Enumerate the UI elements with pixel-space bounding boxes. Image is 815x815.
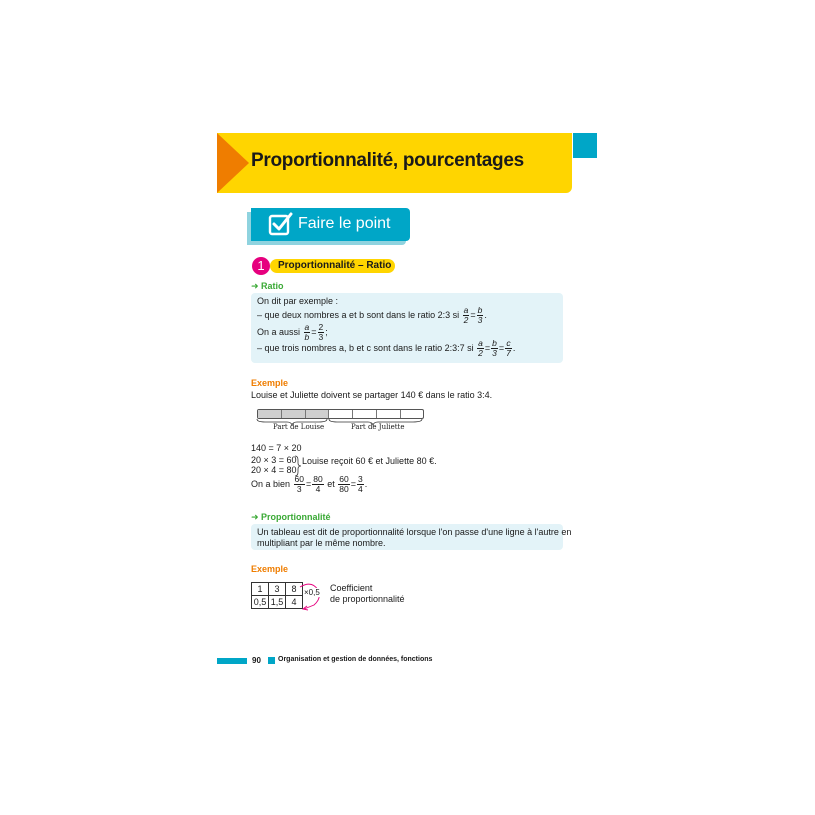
calc-line-1: 140 = 7 × 20 [251, 443, 302, 453]
table-cell: 1,5 [269, 596, 286, 609]
check-line: On a bien $\frac{60}{3}$ = $\frac{80}{4}$ et $\frac{60}{80}$ = $\frac{3}{4}$ . [251, 474, 368, 495]
ratio-line-3-text: On a aussi [257, 327, 301, 337]
fraction-c-7: $\frac{c}{7}$ [506, 338, 511, 359]
table-row [252, 596, 303, 609]
table-cell: 4 [286, 596, 303, 609]
example-1-statement: Louise et Juliette doivent se partager 140 € dans le ratio 3:4. [251, 390, 493, 400]
bar-segment-juliette [353, 410, 377, 418]
multiplier-label: ×0,5 [304, 588, 320, 597]
multiplier-arrow-icon [298, 582, 326, 612]
banner-accent [573, 133, 597, 158]
section-title: Proportionnalité – Ratio [278, 260, 392, 271]
bar-segment-louise [258, 410, 282, 418]
table-row [252, 583, 303, 596]
ratio-line-1: On dit par exemple : [257, 296, 339, 306]
fraction-b-3-b: $\frac{b}{3}$ [492, 338, 497, 359]
calc-line-3: 20 × 4 = 80 [251, 465, 297, 475]
proportionnalite-heading: ➜ Proportionnalité [251, 512, 331, 522]
ratio-line-2-text: – que deux nombres a et b sont dans le ratio 2:3 si [257, 310, 460, 320]
proportionnalite-text-1: Un tableau est dit de proportionnalité lorsque l'on passe d'une ligne à l'autre en [257, 527, 572, 537]
check-and: et [327, 479, 335, 489]
example-2-heading: Exemple [251, 564, 289, 574]
table-cell: 3 [269, 583, 286, 596]
page-number: 90 [252, 656, 261, 665]
proportionnalite-text-2: multipliant par le même nombre. [257, 538, 386, 548]
bar-segment-louise [282, 410, 306, 418]
proportionality-table [251, 582, 303, 609]
banner-arrow-icon [217, 133, 249, 193]
fraction-60-80: $\frac{60}{80}$ [339, 474, 349, 495]
fraction-a-2-b: $\frac{a}{2}$ [478, 338, 483, 359]
footer-square-icon [268, 657, 275, 664]
bar-segment-juliette [401, 410, 423, 418]
label-part-louise: Part de Louise [273, 423, 325, 431]
checkbox-check-icon [268, 211, 294, 237]
coefficient-note-2: de proportionnalité [330, 594, 405, 604]
fraction-a-2: $\frac{a}{2}$ [463, 305, 469, 326]
bar-segment-louise [306, 410, 329, 418]
table-cell: 0,5 [252, 596, 269, 609]
fraction-2-3: $\frac{2}{3}$ [318, 322, 324, 343]
bar-segment-juliette [329, 410, 353, 418]
check-text: On a bien [251, 479, 291, 489]
ratio-line-2: – que deux nombres a et b sont dans le ratio 2:3 si $\frac{a}{2}$ = $\frac{b}{3}$ . [257, 305, 487, 326]
ratio-line-4: – que trois nombres a, b et c sont dans le ratio 2:3:7 si $\frac{a}{2}$ = $\frac{b}{3}$ = $\frac{c}{7}$ . [257, 338, 516, 359]
ratio-line-4-text: – que trois nombres a, b et c sont dans le ratio 2:3:7 si [257, 343, 474, 353]
ratio-line-3: On a aussi $\frac{a}{b}$ = $\frac{2}{3}$ ; [257, 322, 328, 343]
calc-line-2: 20 × 3 = 60 [251, 455, 297, 465]
chapter-title: Proportionnalité, pourcentages [251, 150, 524, 171]
coefficient-note-1: Coefficient [330, 583, 373, 593]
ratio-heading: ➜ Ratio [251, 281, 284, 291]
bar-segment-juliette [377, 410, 401, 418]
fraction-80-4: $\frac{80}{4}$ [313, 474, 323, 495]
calc-conclusion: Louise reçoit 60 € et Juliette 80 €. [302, 456, 437, 466]
footer-bar [217, 658, 247, 664]
table-cell: 8 [286, 583, 303, 596]
faire-le-point-label: Faire le point [298, 215, 391, 232]
fraction-b-3: $\frac{b}{3}$ [477, 305, 483, 326]
fraction-60-3: $\frac{60}{3}$ [294, 474, 305, 495]
section-number: 1 [252, 257, 270, 275]
label-part-juliette: Part de Juliette [351, 423, 405, 431]
footer-chapter-title: Organisation et gestion de données, fonctions [278, 656, 433, 663]
fraction-a-b: $\frac{a}{b}$ [304, 322, 310, 343]
example-1-heading: Exemple [251, 378, 289, 388]
table-cell: 1 [252, 583, 269, 596]
fraction-3-4: $\frac{3}{4}$ [358, 474, 363, 495]
